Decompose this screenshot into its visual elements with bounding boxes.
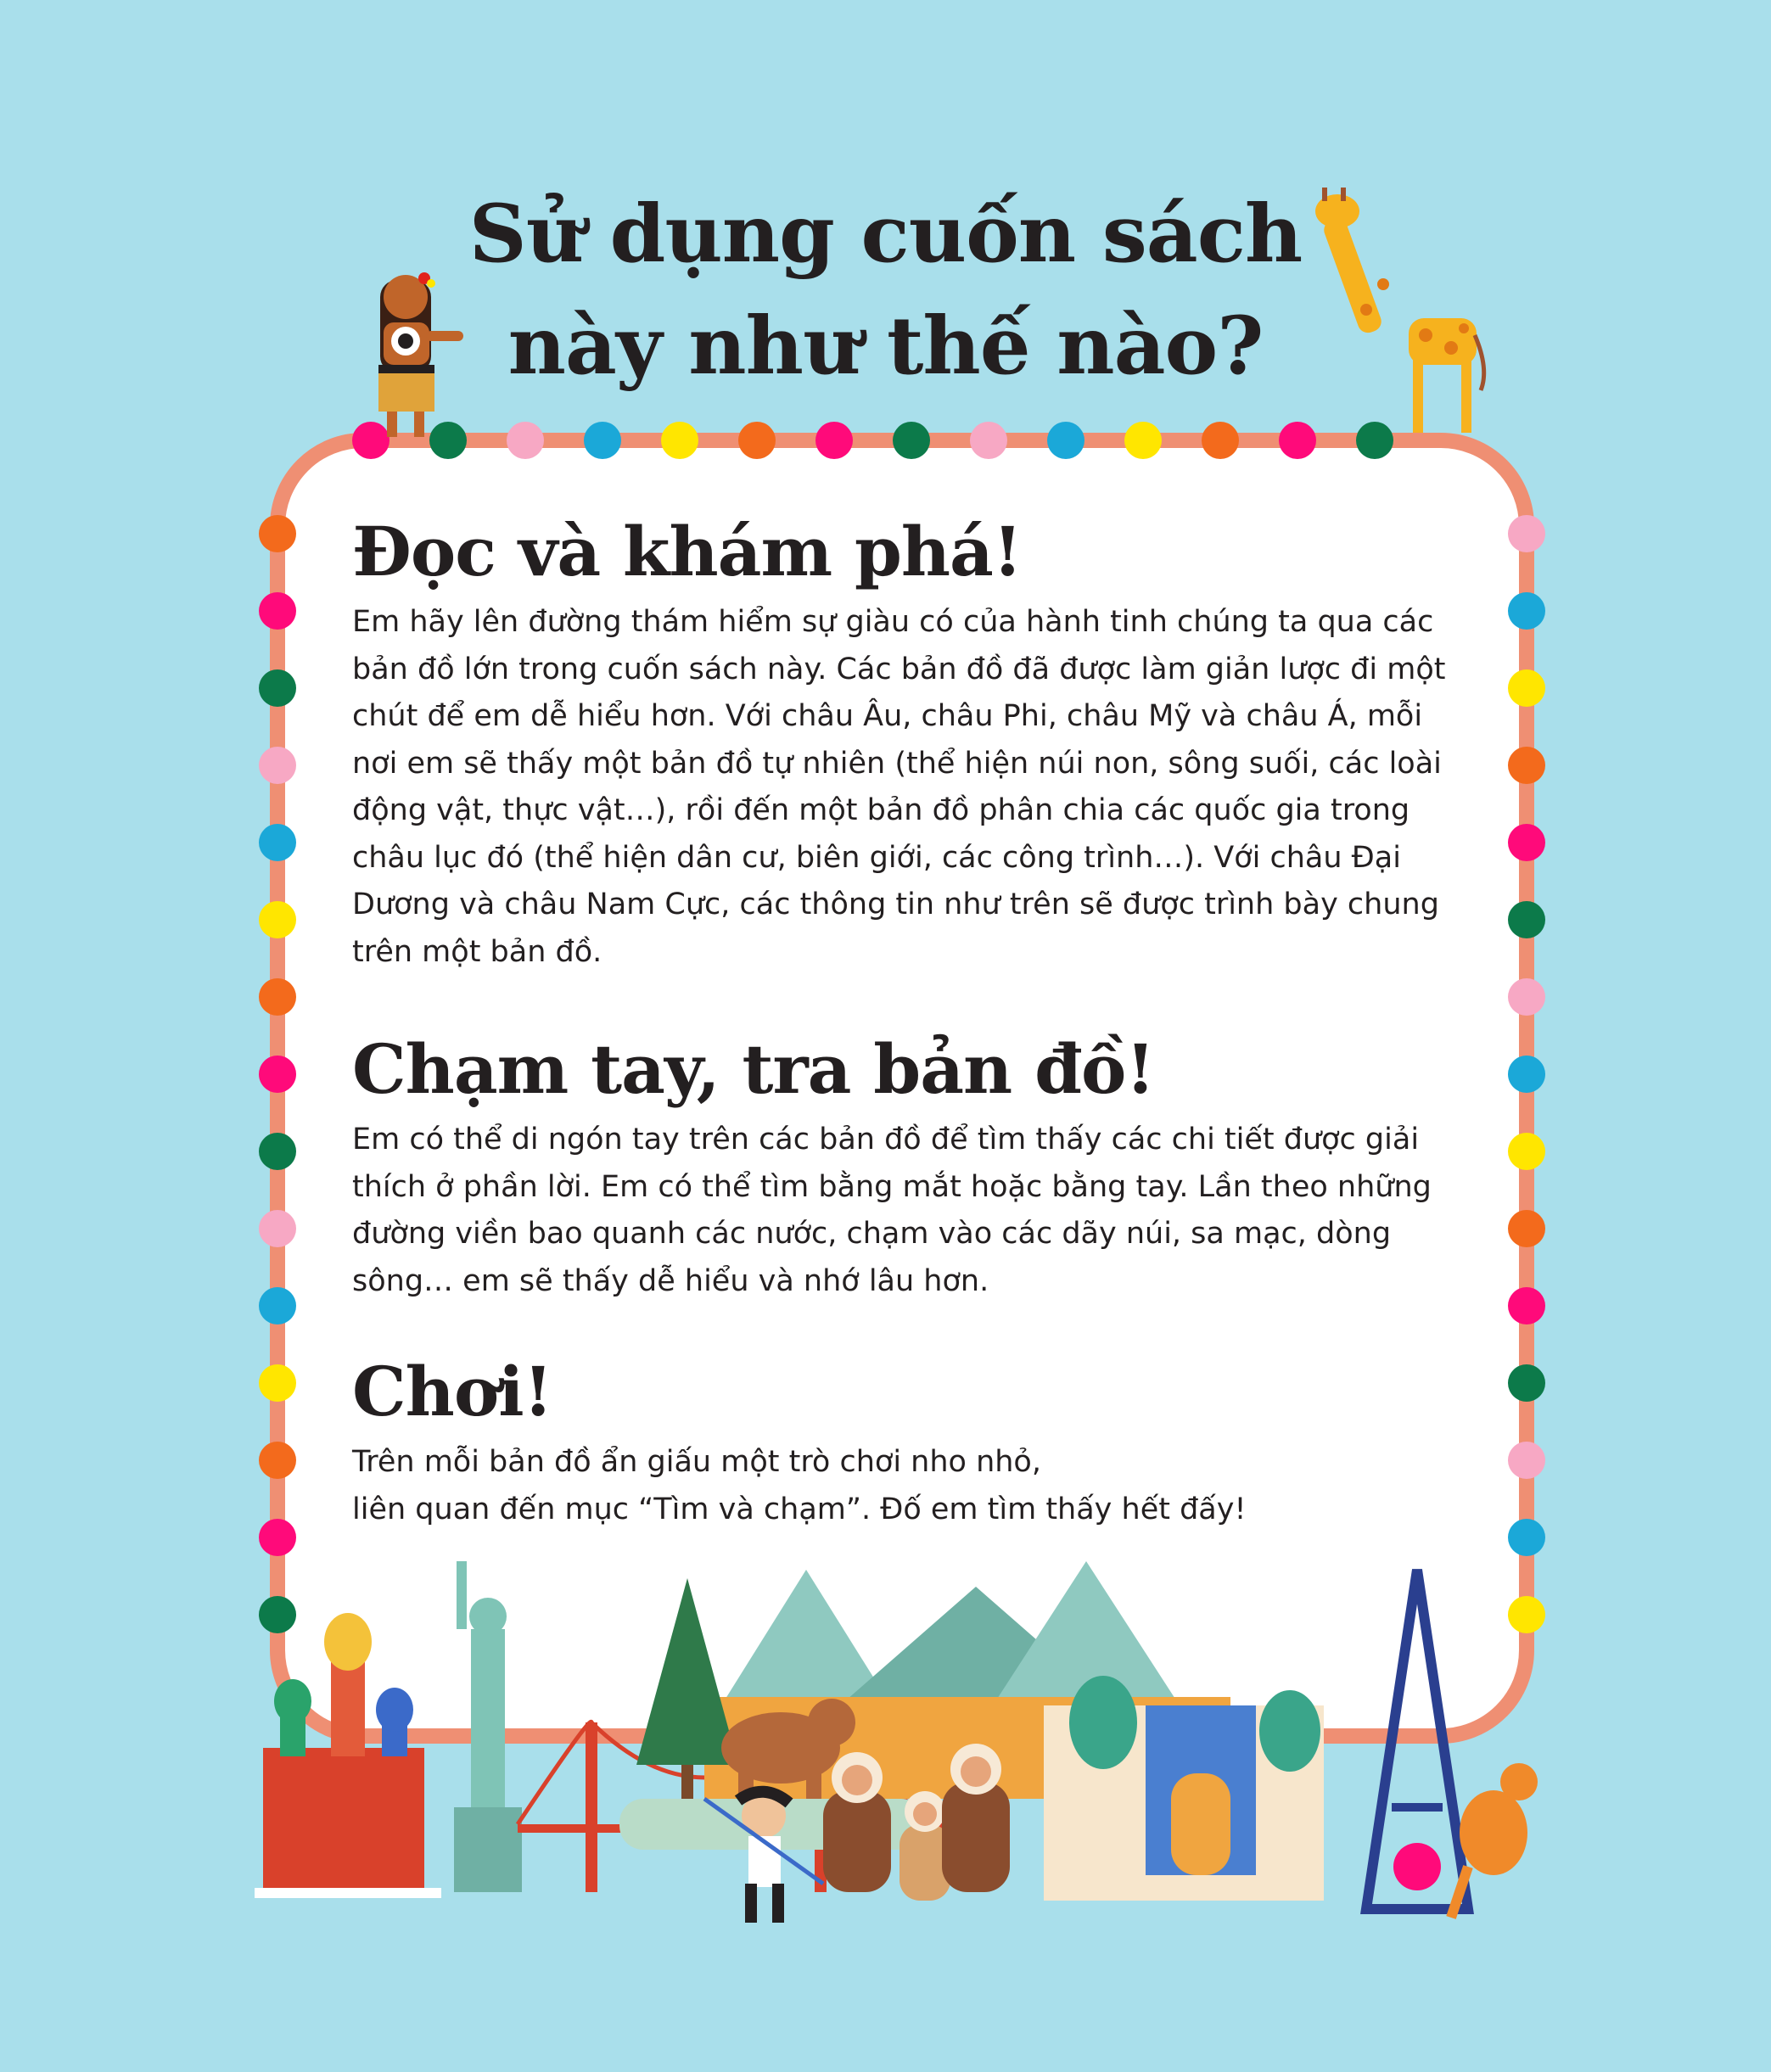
saint-basils-cathedral-icon [255,1613,441,1898]
section-body [352,1439,1447,1533]
page-title [0,178,1771,402]
section-body-line-1: Trên mỗi bản đồ ẩn giấu một trò chơi nho nhỏ, [352,1445,1041,1479]
maori-woman-icon [356,263,475,441]
title-line-1: Sử dụng cuốn sách [468,188,1303,281]
section-heading: Chạm tay, tra bản đồ! [352,1029,1155,1109]
section-read-explore [352,509,1447,976]
title-line-2: này như thế nào? [507,300,1264,393]
section-heading: Chơi! [352,1352,552,1431]
section-play [352,1349,1447,1533]
kangaroo-icon [1451,1763,1538,1918]
registan-mosque-icon [1044,1676,1324,1901]
statue-of-liberty-icon [454,1561,522,1892]
section-body: Em hãy lên đường thám hiểm sự giàu có của hành tinh chúng ta qua các bản đồ lớn trong cuốn sách này. Các bản đồ đã được làm giản lược đi một chút để em dễ hiểu hơn. Với châu Âu, châu Phi, châu Mỹ và châu Á, mỗi nơi em sẽ thấy một bản đồ tự nhiên (thể hiện núi non, sông suối, các loài động vật, thực vật…), rồi đến một bản đồ phân chia các quốc gia trong châu lục đó (thể hiện dân cư, biên giới, các công trình…). Với châu Đại Dương và châu Nam Cực, các thông tin như trên sẽ được trình bày chung trên một bản đồ. [352,605,1446,969]
giraffe-icon [1307,182,1494,437]
section-body: Em có thể di ngón tay trên các bản đồ để tìm thấy các chi tiết được giải thích ở phần lời. Em có thể tìm bằng mắt hoặc bằng tay. Lần theo những đường viền bao quanh các nước, chạm vào các dãy núi, sa mạc, dòng sông… em sẽ thấy dễ hiểu và nhớ lâu hơn. [352,1123,1432,1298]
landmarks-illustration [229,1553,1544,1926]
section-body-line-2: liên quan đến mục “Tìm và chạm”. Đố em tìm thấy hết đấy! [352,1492,1247,1526]
eiffel-tower-icon [1366,1570,1468,1909]
section-touch-map [352,1027,1447,1305]
section-heading: Đọc và khám phá! [352,512,1022,591]
